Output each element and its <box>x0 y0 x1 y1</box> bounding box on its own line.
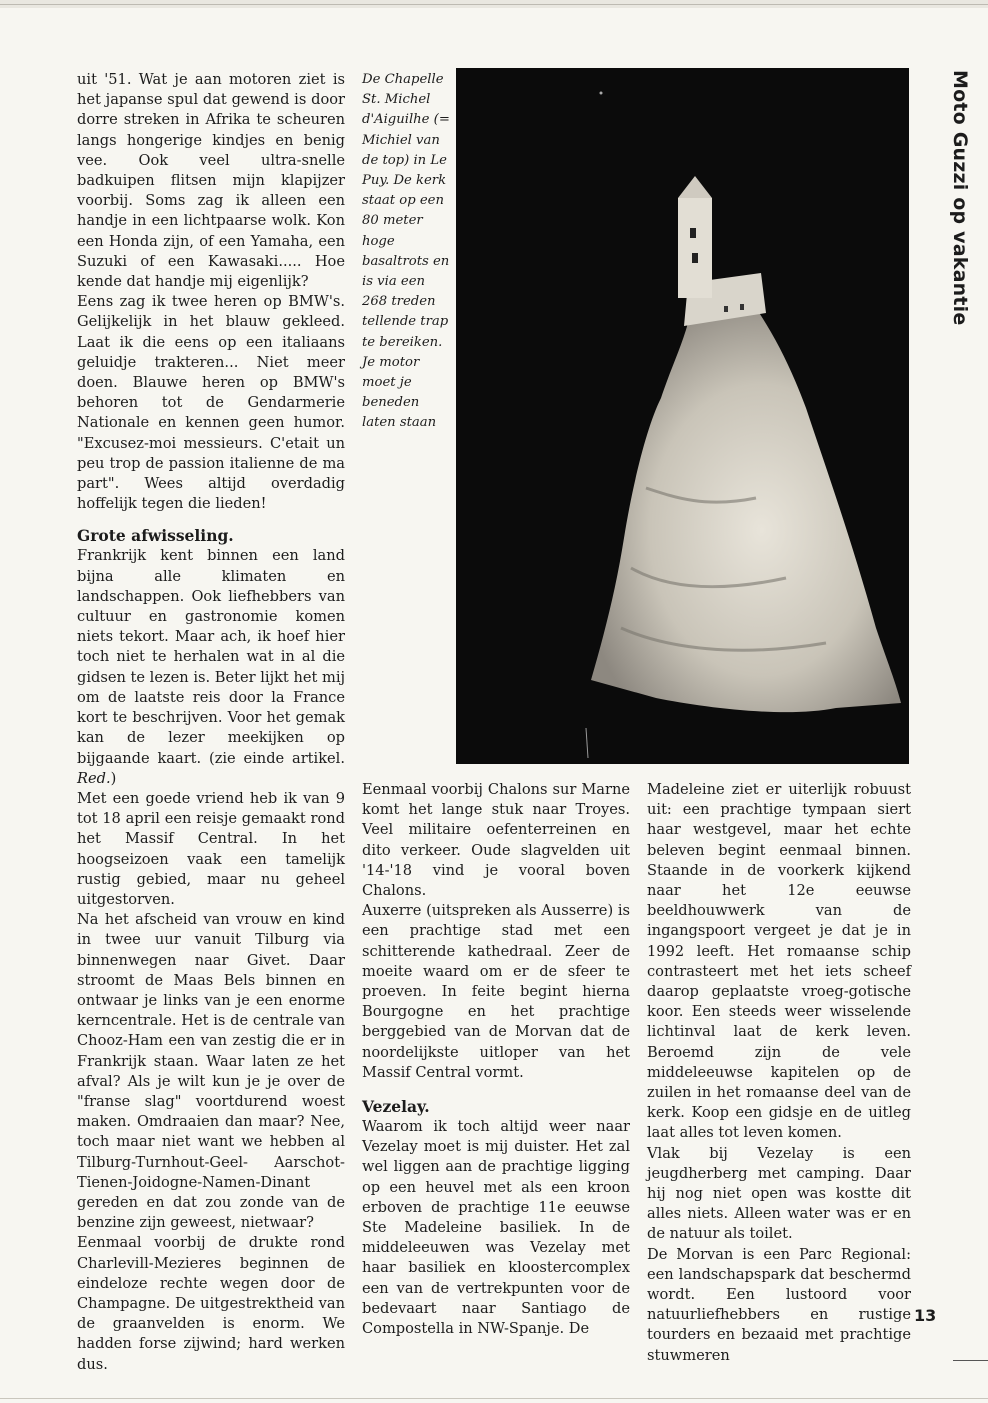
scan-line <box>0 4 988 5</box>
article-column-2 <box>362 780 630 1339</box>
paragraph: Vlak bij Vezelay is een jeugdherberg met camping. Daar hij nog niet open was kostte dit alles niets. Alleen water was er en de natuur als toilet. <box>647 1144 911 1243</box>
scan-edge-bottom <box>0 1398 988 1399</box>
photo-chapelle-aiguilhe <box>456 68 909 764</box>
footer-rule <box>953 1360 988 1361</box>
paragraph: Madeleine ziet er uiterlijk robuust uit: een prachtige tympaan siert haar westgevel, maar het echte beleven begint eenmaal binnen. Staande in de voorkerk kijkend naar het 12e eeuwse beeldhouwwerk van de ingangspoort vergeet je dat je in 1992 leeft. Het romaanse schip contrasteert met het iets scheef daarop geplaatste vroeg-gotische koor. Een steeds weer wisselende lichtinval laat de kerk leven. Beroemd zijn de vele middeleeuwse kapitelen op de zuilen in het romaanse deel van de kerk. Koop een gidsje en de uitleg laat alles tot leven komen. <box>647 781 911 1142</box>
running-title: Moto Guzzi op vakantie <box>949 70 971 326</box>
paragraph: Auxerre (uitspreken als Ausserre) is een prachtige stad met een schitterende kathedraal. Zeer de moeite waard om er de sfeer te proeven. In feite begint hierna Bourgogne en het prachtige berggebied van de Morvan dat de noordelijkste uitloper van het Massif Central vormt. <box>362 902 630 1081</box>
photo-caption: De Chapelle St. Michel d'Aiguilhe (= Michiel van de top) in Le Puy. De kerk staat op een 80 meter hoge basaltrots en is via een 268 treden tellende trap te bereiken. Je motor moet je beneden laten staan <box>362 72 450 431</box>
page-number: 13 <box>914 1306 937 1325</box>
paragraph: De Morvan is een Parc Regional: een landschapspark dat beschermd wordt. Een lustoord voor natuurliefhebbers en rustige tourders en bezaaid met prachtige stuwmeren <box>647 1245 911 1364</box>
paragraph-text: ) <box>110 769 117 787</box>
editor-note: Red. <box>77 769 111 787</box>
section-heading: Vezelay. <box>362 1097 430 1117</box>
article-column-1 <box>77 70 345 1375</box>
paragraph-text: Frankrijk kent binnen een land bijna alle klimaten en landschappen. Ook liefhebbers van cultuur en gastronomie komen niets tekort. Maar ach, ik hoef hier toch niet te herhalen wat in al die gidsen te lezen is. Beter lijkt het mij om de laatste reis door la France kort te beschrijven. Voor het gemak kan de lezer meekijken op bijgaande kaart. (zie einde artikel. <box>77 547 346 767</box>
paragraph: Eenmaal voorbij de drukte rond Charlevill-Mezieres beginnen de eindeloze rechte wegen door de Champagne. De uitgestrektheid van de graanvelden is enorm. We hadden forse zijwind; hard werken dus. <box>77 1234 345 1373</box>
photo-rock-chapel <box>456 68 909 764</box>
paragraph: Eens zag ik twee heren op BMW's. Gelijkelijk in het blauw gekleed. Laat ik die eens op een italiaans geluidje trakteren... Niet meer doen. Blauwe heren op BMW's behoren tot de Gendarmerie Nationale en kennen geen humor. "Excusez-moi messieurs. C'etait un peu trop de passion italienne de ma part". Wees altijd overdadig hoffelijk tegen die lieden! <box>77 293 345 513</box>
paragraph: Eenmaal voorbij Chalons sur Marne komt het lange stuk naar Troyes. Veel militaire oefenterreinen en dito verkeer. Oude slagvelden uit '14-'18 vind je vooral boven Chalons. <box>362 781 630 900</box>
paragraph: Na het afscheid van vrouw en kind in twee uur vanuit Tilburg via binnenwegen naar Givet. Daar stroomt de Maas Bels binnen en ontwaar je links van je een enorme kerncentrale. Het is de centrale van Chooz-Ham een van zestig die er in Frankrijk staan. Waar laten ze het afval? Als je wilt kun je je over de "franse slag" voortdurend woest maken. Omdraaien dan maar? Nee, toch maar niet want we hebben al Tilburg-Turnhout-Geel- Aarschot-Tienen-Joidogne-Namen-Dinant gereden en dat zou zonde van de benzine zijn geweest, nietwaar? <box>77 911 345 1232</box>
section-heading: Grote afwisseling. <box>77 526 234 546</box>
article-column-3 <box>647 780 911 1366</box>
paragraph: uit '51. Wat je aan motoren ziet is het japanse spul dat gewend is door dorre streken in Afrika te scheuren langs hongerige kindjes en benig vee. Ook veel ultra-snelle badkuipen flitsen mijn klapijzer voorbij. Soms zag ik alleen een handje in een lichtpaarse wolk. Kon een Honda zijn, of een Yamaha, een Suzuki of een Kawasaki..... Hoe kende dat handje mij eigenlijk? <box>77 71 345 291</box>
paragraph: Met een goede vriend heb ik van 9 tot 18 april een reisje gemaakt rond het Massif Central. In het hoogseizoen vaak een tamelijk rustig gebied, maar nu geheel uitgestorven. <box>77 789 345 908</box>
paragraph <box>77 546 345 788</box>
paragraph: Waarom ik toch altijd weer naar Vezelay moet is mij duister. Het zal wel liggen aan de prachtige ligging op een heuvel met als een kroon erboven de prachtige 11e eeuwse Ste Madeleine basiliek. In de middeleeuwen was Vezelay met haar basiliek en kloostercomplex een van de vertrekpunten voor de bedevaart naar Santiago de Compostella in NW-Spanje. De <box>362 1118 630 1338</box>
